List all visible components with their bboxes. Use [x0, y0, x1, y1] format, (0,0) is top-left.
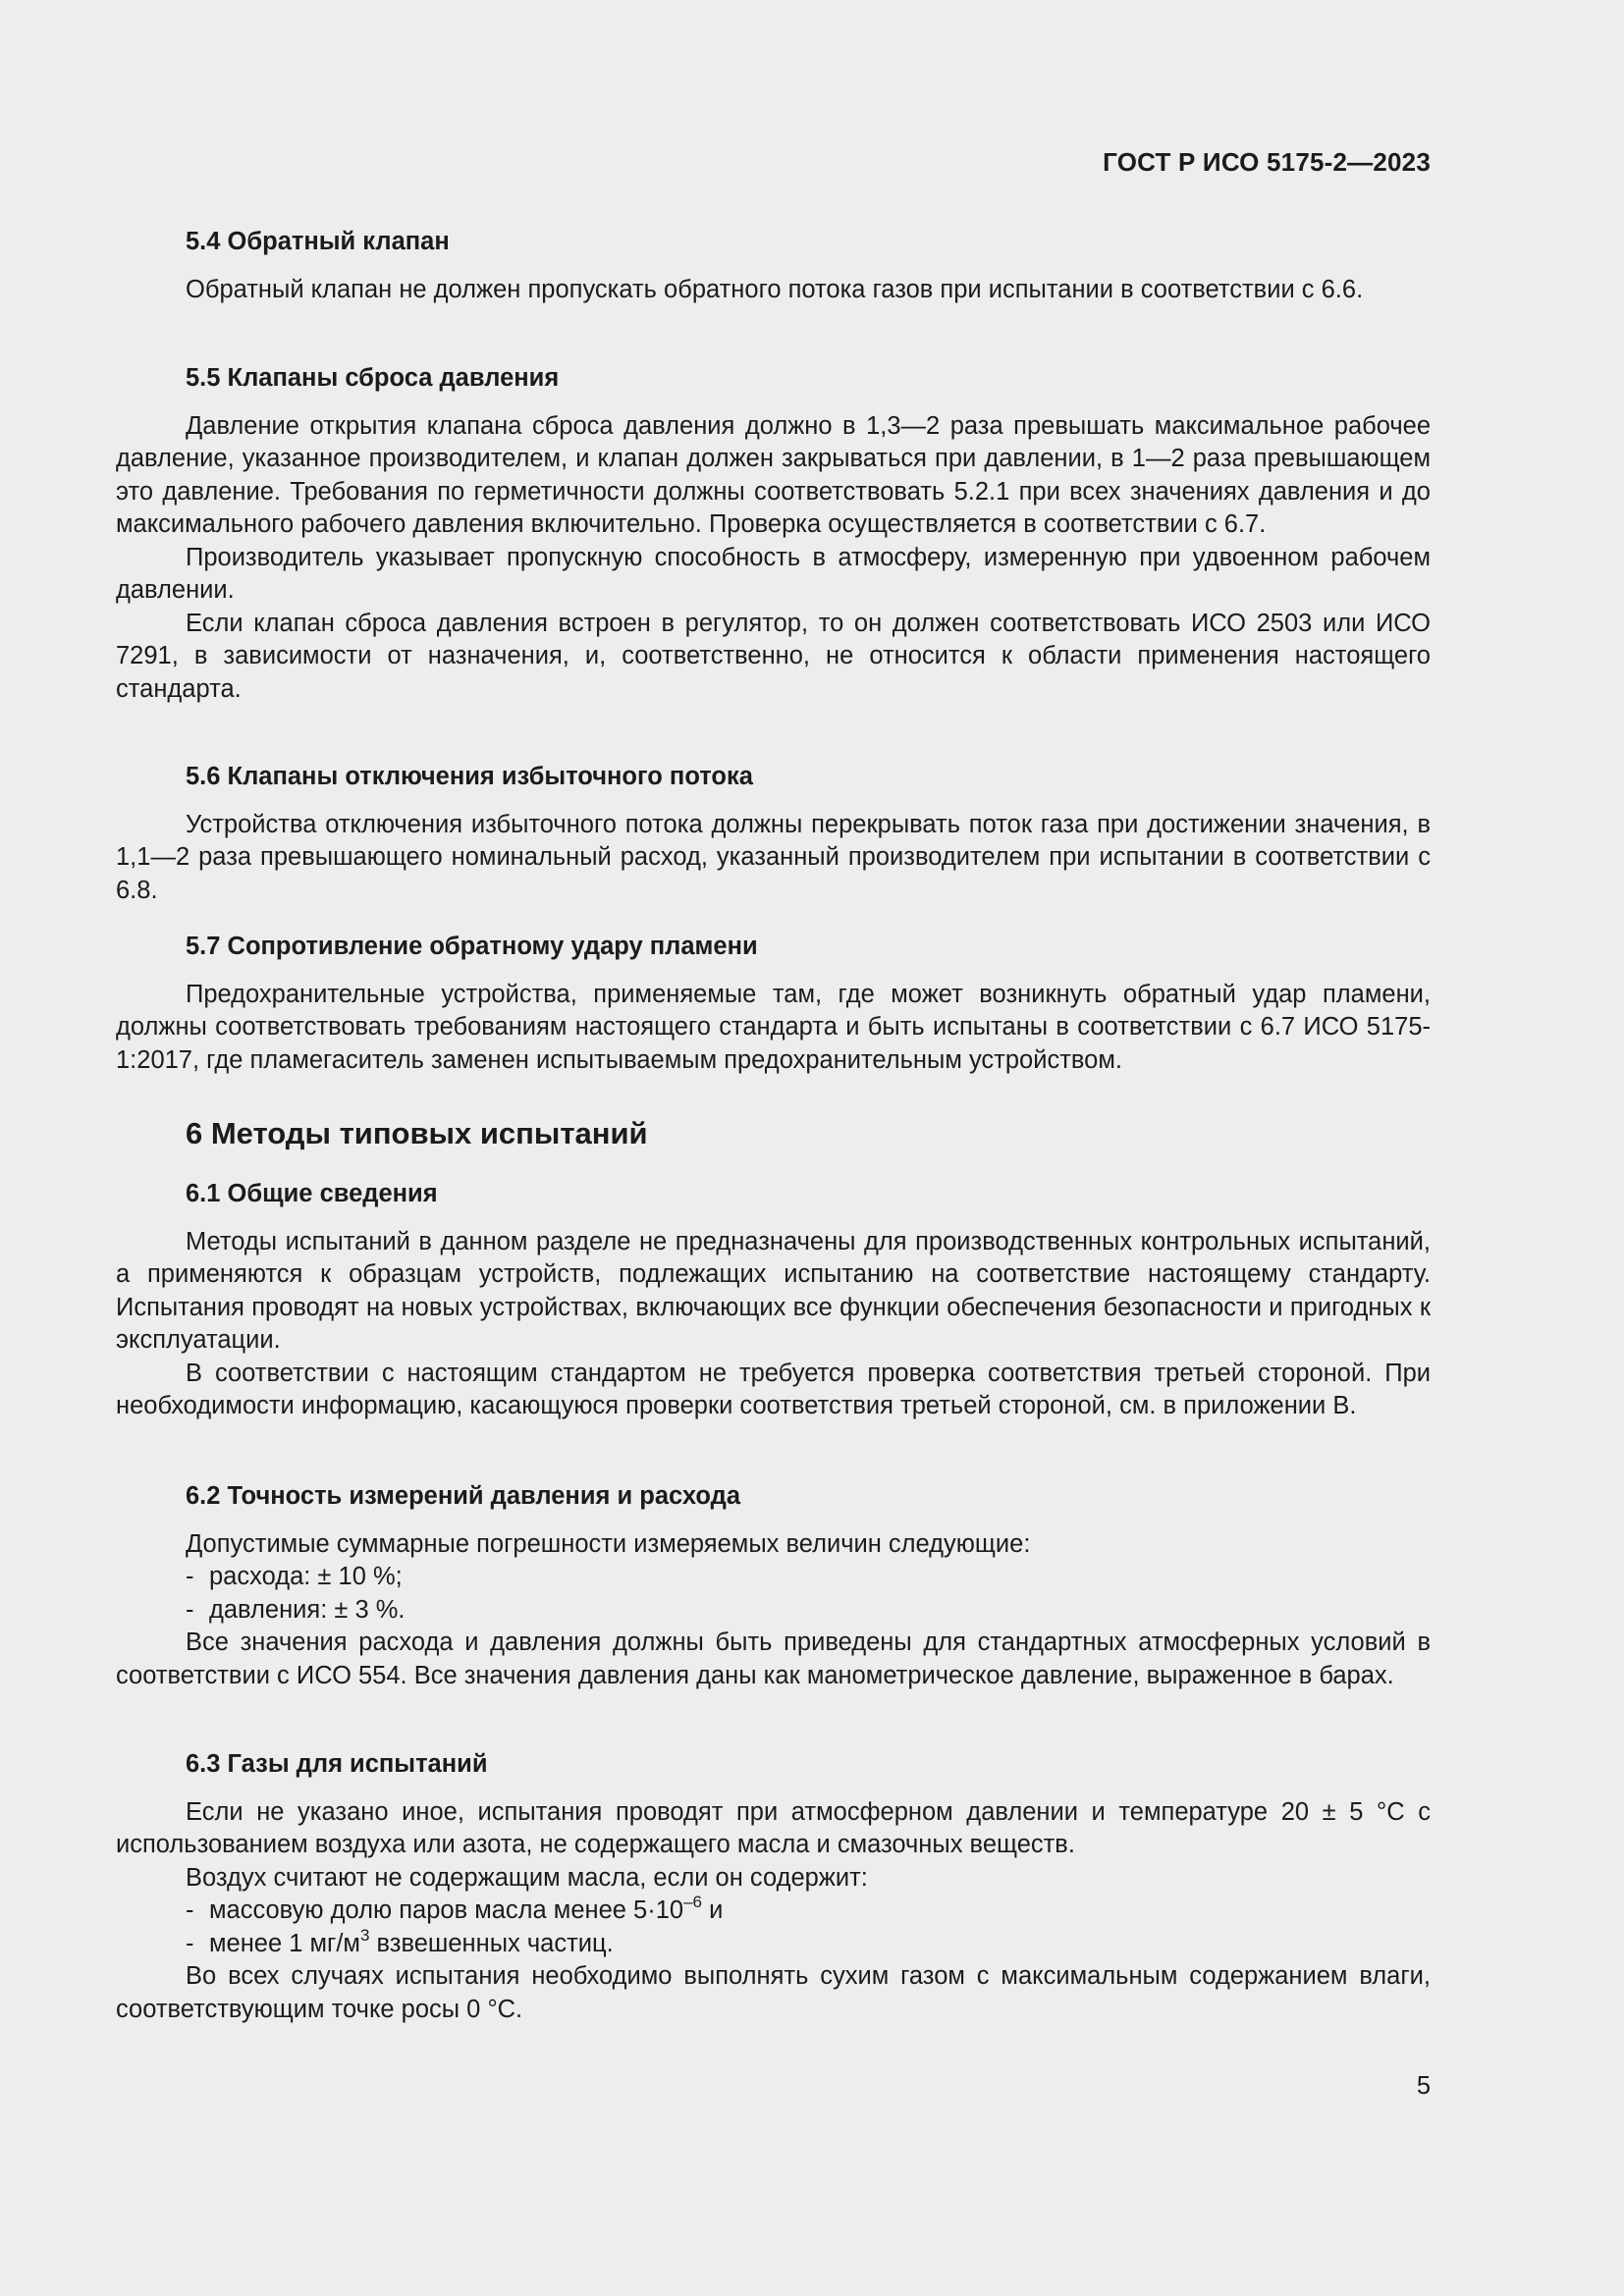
section-heading: 5.6 Клапаны отключения избыточного потока — [186, 763, 753, 790]
paragraph: Допустимые суммарные погрешности измеряемых величин следующие: — [186, 1529, 1031, 1558]
section-heading: 5.5 Клапаны сброса давления — [186, 364, 560, 392]
list-item: - массовую долю паров масла менее $5\cdot 10^{-6}$ и — [186, 1893, 724, 1924]
section-5-6 — [116, 761, 1431, 907]
section-5-5 — [116, 362, 1431, 706]
section-heading: 6.3 Газы для испытаний — [186, 1750, 488, 1778]
section-5-7 — [116, 931, 1431, 1077]
chapter-heading: 6 Методы типовых испытаний — [186, 1116, 648, 1150]
paragraph: Все значения расхода и давления должны быть приведены для стандартных атмосферных условий в соответствии с ИСО 554. Все значения давления даны как манометрическое давление, выраженное в барах. — [116, 1629, 1431, 1689]
paragraph: Методы испытаний в данном разделе не предназначены для производственных контрольных испытаний, а применяются к образцам устройств, подлежащих испытанию на соответствие настоящему стандарту. Испытания проводят на новых устройствах, включающих все функции обеспечения безопасности и пригодных к эксплуатации. — [116, 1227, 1431, 1354]
paragraph: Предохранительные устройства, применяемые там, где может возникнуть обратный удар пламени, должны соответствовать требованиям настоящего стандарта и быть испытаны в соответствии с 6.7 ИСО 5175-1:2017, где пламегаситель заменен испытываемым предохранительным устройством. — [116, 980, 1431, 1074]
section-5-4 — [116, 226, 1431, 306]
section-heading: 5.7 Сопротивление обратному удару пламени — [186, 933, 758, 960]
section-6 — [116, 1117, 1431, 1150]
paragraph: Во всех случаях испытания необходимо выполнять сухим газом с максимальным содержанием влаги, соответствующим точке росы 0 °С. — [116, 1962, 1431, 2023]
paragraph: Если клапан сброса давления встроен в регулятор, то он должен соответствовать ИСО 2503 или ИСО 7291, в зависимости от назначения, и, соответственно, не относится к области применения настоящего стандарта. — [116, 609, 1431, 703]
page-number: 5 — [1416, 2072, 1431, 2100]
section-6-2 — [116, 1480, 1431, 1692]
section-6-3 — [116, 1748, 1431, 2026]
section-heading: 5.4 Обратный клапан — [186, 228, 450, 255]
section-heading: 6.2 Точность измерений давления и расхода — [186, 1482, 740, 1510]
list-item: - расхода: ± 10 %; — [186, 1563, 403, 1590]
paragraph: Воздух считают не содержащим масла, если он содержит: — [186, 1863, 868, 1892]
list-item: - менее 1 $мг/м^3$ взвешенных частиц. — [186, 1925, 614, 1957]
paragraph: Производитель указывает пропускную способность в атмосферу, измеренную при удвоенном рабочем давлении. — [116, 543, 1431, 604]
paragraph: Если не указано иное, испытания проводят при атмосферном давлении и температуре 20 ± 5 °С с использованием воздуха или азота, не содержащего масла и смазочных веществ. — [116, 1797, 1431, 1858]
paragraph: В соответствии с настоящим стандартом не требуется проверка соответствия третьей стороной. При необходимости информацию, касающуюся проверки соответствия третьей стороной, см. в приложении В. — [116, 1359, 1431, 1419]
paragraph: Обратный клапан не должен пропускать обратного потока газов при испытании в соответствии с 6.6. — [186, 275, 1364, 303]
document-header: ГОСТ Р ИСО 5175-2—2023 — [1103, 147, 1431, 177]
section-6-1 — [116, 1178, 1431, 1423]
paragraph: Устройства отключения избыточного потока должны перекрывать поток газа при достижении значения, в 1,1—2 раза превышающего номинальный расход, указанный производителем при испытании в соответствии с 6.8. — [116, 810, 1431, 904]
list-item: - давления: ± 3 %. — [186, 1595, 406, 1624]
paragraph: Давление открытия клапана сброса давления должно в 1,3—2 раза превышать максимальное рабочее давление, указанное производителем, и клапан должен закрываться при давлении, в 1—2 раза превышающем это давление. Требования по герметичности должны соответствовать 5.2.1 при всех значениях давления и до максимального рабочего давления включительно. Проверка осуществляется в соответствии с 6.7. — [116, 411, 1431, 538]
section-heading: 6.1 Общие сведения — [186, 1180, 438, 1207]
